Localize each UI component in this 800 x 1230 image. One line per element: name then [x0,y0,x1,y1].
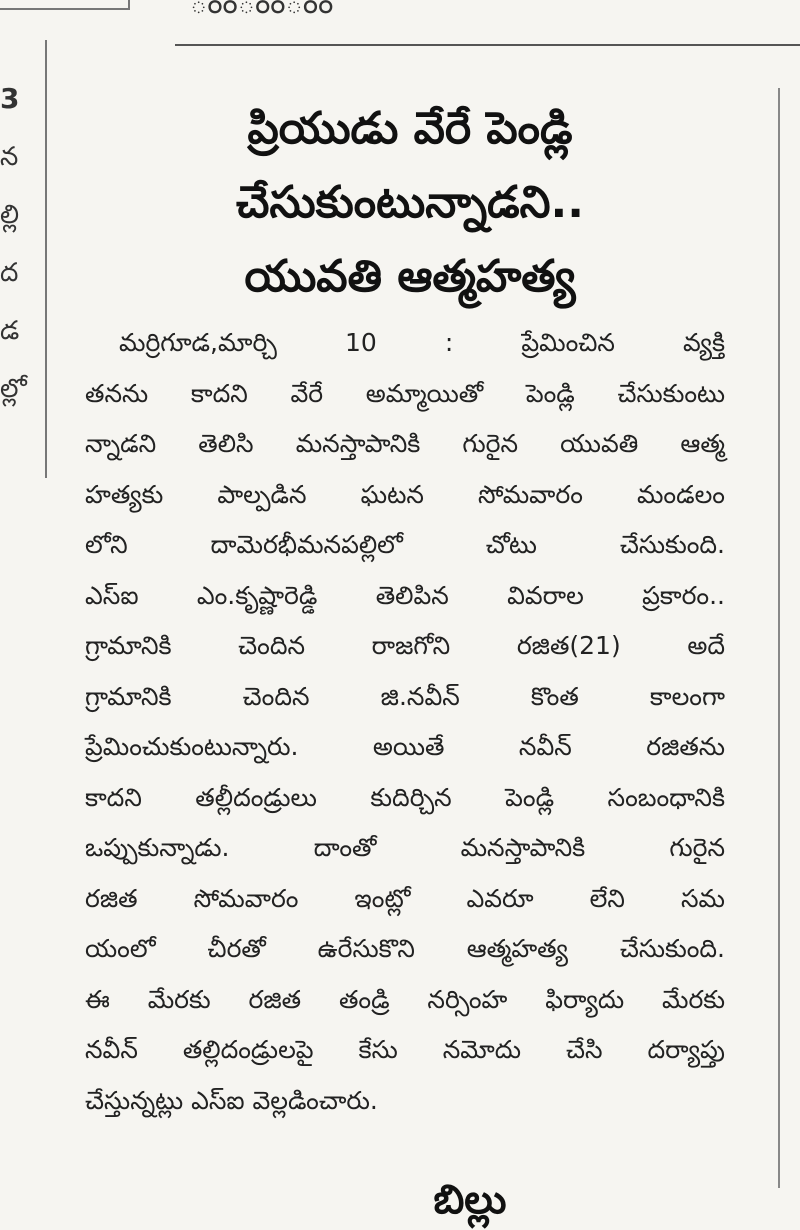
body-line: న్నాడని తెలిసి మనస్తాపానికి గురైన యువతి ఆత్మ [85,429,725,458]
body-line: ప్రేమించుకుంటున్నారు. అయితే నవీన్ రజితను [85,732,725,761]
top-horizontal-rule [175,44,800,46]
body-line: ఒప్పుకున్నాడు. దాంతో మనస్తాపానికి గురైన [85,833,725,862]
body-line: హత్యకు పాల్పడిన ఘటన సోమవారం మండలం [85,479,725,509]
body-line: కాదని తల్లీదండ్రులు కుదిర్చిన పెండ్లి సంబంధానికి [85,782,725,812]
body-line: తనను కాదని వేరే అమ్మాయితో పెండ్లి చేసుకుంటు [85,378,725,408]
left-fragment: ల్లో [0,374,27,404]
body-line: ఈ మేరకు రజిత తండ్రి నర్సింహ ఫిర్యాదు మేరకు [85,984,725,1014]
left-column-divider [45,40,47,478]
cropped-top-text-strip: ంంంంంం [190,0,352,21]
left-fragment: ల్లి [0,200,20,230]
next-article-headline-cropped: బిల్లు [433,1177,507,1223]
article-headline [130,92,690,314]
body-line: గ్రామానికి చెందిన రాజగోని రజిత(21) అదే [85,631,725,660]
left-column-cropped-text [0,70,30,418]
left-fragment: 3 [0,82,20,115]
left-fragment: డ [0,316,20,346]
body-line: యంలో చీరతో ఉరేసుకొని ఆత్మహత్య చేసుకుంది. [85,934,725,963]
body-line: రజిత సోమవారం ఇంట్లో ఎవరూ లేని సమ [85,883,725,913]
headline-line: ప్రియుడు వేరే పెండ్లి [247,103,573,154]
dateline-line: మర్రిగూడ,మార్చి 10 : ప్రేమించిన వ్యక్తి [119,328,725,357]
right-column-divider [778,88,780,1188]
body-line: చేస్తున్నట్లు ఎస్ఐ వెల్లడించారు. [85,1085,378,1115]
body-line: గ్రామానికి చెందిన జి.నవీన్ కొంత కాలంగా [85,681,725,711]
article-body [85,318,725,1126]
previous-column-box-edge [0,0,130,10]
headline-line: యువతి ఆత్మహత్య [244,251,576,302]
left-fragment: ద [0,258,19,288]
body-line: లోని దామెరభీమనపల్లిలో చోటు చేసుకుంది. [85,530,725,559]
headline-line: చేసుకుంటున్నాడని.. [236,177,584,228]
body-line: నవీన్ తల్లిదండ్రులపై కేసు నమోదు చేసి దర్యాప్తు [85,1035,725,1064]
left-fragment: న [0,142,19,172]
body-line: ఎస్ఐ ఎం.కృష్ణారెడ్డి తెలిపిన వివరాల ప్రకారం.. [85,580,725,610]
